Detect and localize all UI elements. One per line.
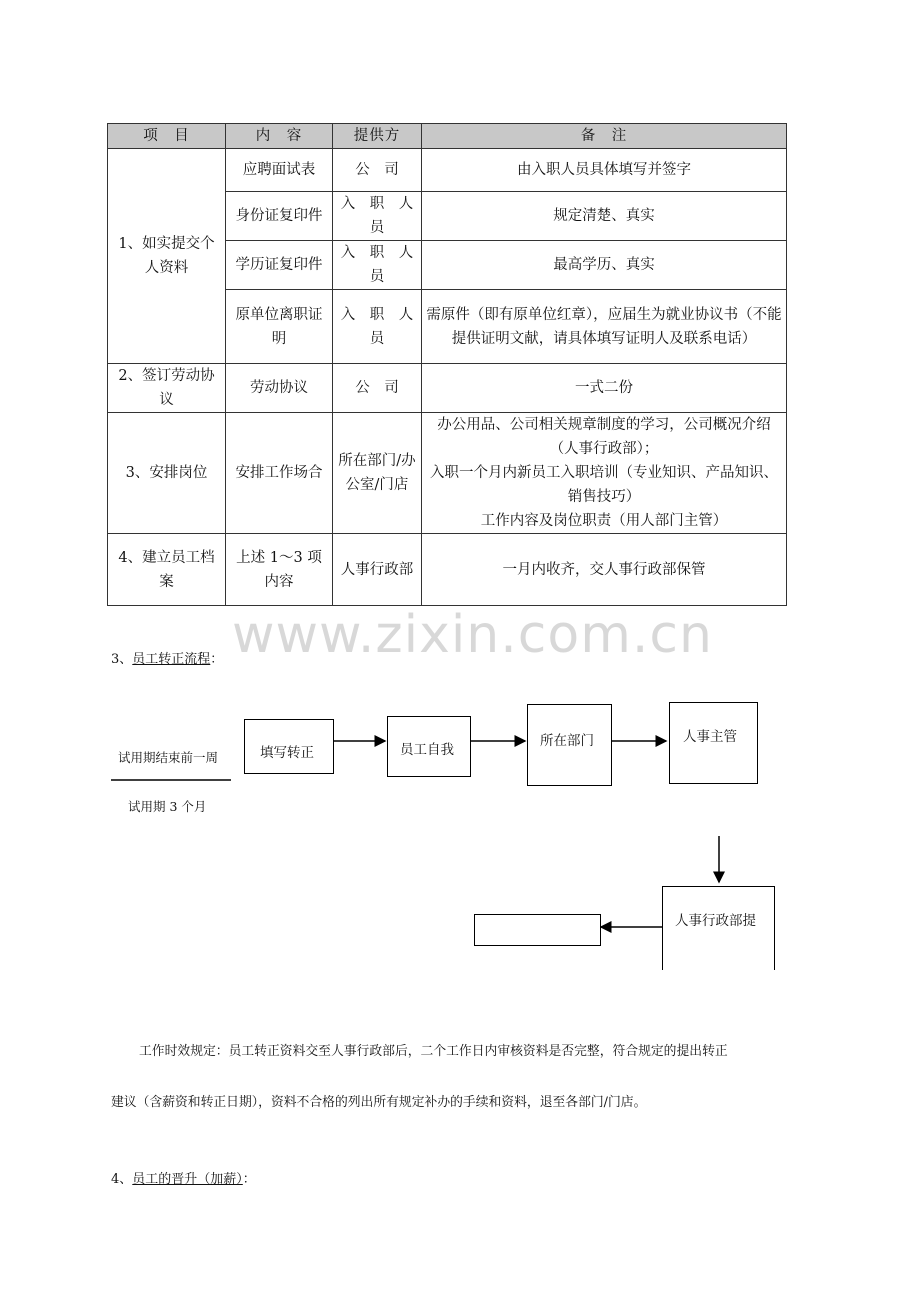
flow-box-label: 人事主管 [683, 729, 737, 745]
flow-box-hr-supervisor [669, 702, 758, 784]
section4-title: 员工的晋升（加薪） [132, 1172, 243, 1187]
section3-prefix: 3、 [111, 652, 133, 667]
trigger-bottom-label: 试用期 3 个月 [128, 799, 207, 814]
note-cell: 需原件（即有原单位红章），应届生为就业协议书（不能提供证明文献，请具体填写证明人及联系电话） [422, 290, 787, 364]
section4-prefix: 4、 [111, 1172, 133, 1187]
rule-line-1: 工作时效规定：员工转正资料交至人事行政部后，二个工作日内审核资料是否完整，符合规定的提出转正 [139, 1044, 728, 1059]
item-cell: 2、签订劳动协议 [108, 364, 226, 413]
item-cell: 4、建立员工档案 [108, 534, 226, 606]
watermark: www.zixin.com.cn [232, 605, 713, 665]
provider-cell: 入 职 人 员 [333, 290, 422, 364]
note-cell: 由入职人员具体填写并签字 [422, 149, 787, 192]
provider-cell: 所在部门/办公室/门店 [333, 413, 422, 534]
rule-line-2: 建议（含薪资和转正日期），资料不合格的列出所有规定补办的手续和资料，退至各部门/门店。 [111, 1095, 647, 1110]
provider-cell: 人事行政部 [333, 534, 422, 606]
note-cell: 规定清楚、真实 [422, 192, 787, 241]
content-cell: 安排工作场合 [226, 413, 333, 534]
flow-box-self-review [387, 716, 471, 777]
content-cell: 上述 1～3 项内容 [226, 534, 333, 606]
content-cell: 应聘面试表 [226, 149, 333, 192]
section4-suffix: ： [242, 1172, 256, 1187]
header-item: 项 目 [108, 124, 226, 149]
flow-box-department [527, 704, 612, 786]
content-cell: 原单位离职证明 [226, 290, 333, 364]
header-note: 备 注 [422, 124, 787, 149]
section3-title: 员工转正流程 [132, 652, 211, 667]
flow-box-fill-form [244, 719, 334, 774]
section4-heading [111, 1168, 256, 1187]
note-line: 办公用品、公司相关规章制度的学习，公司概况介绍（人事行政部）； [437, 417, 771, 457]
content-cell: 身份证复印件 [226, 192, 333, 241]
content-cell: 学历证复印件 [226, 241, 333, 290]
content-cell: 劳动协议 [226, 364, 333, 413]
group1-item-cell: 1、如实提交个人资料 [108, 149, 226, 364]
trigger-top-label: 试用期结束前一周 [118, 750, 219, 765]
item-cell: 3、安排岗位 [108, 413, 226, 534]
note-cell: 最高学历、真实 [422, 241, 787, 290]
flow-box-label: 人事行政部提 [675, 913, 756, 929]
note-cell: 一月内收齐，交人事行政部保管 [422, 534, 787, 606]
flow-box-label: 所在部门 [540, 733, 594, 749]
flow-box-hr-dept-proposal [662, 886, 775, 970]
provider-cell: 入 职 人 员 [333, 241, 422, 290]
flow-box-label: 员工自我 [400, 742, 454, 758]
note-line: 工作内容及岗位职责（用人部门主管） [480, 513, 728, 529]
header-content: 内 容 [226, 124, 333, 149]
provider-cell: 公 司 [333, 364, 422, 413]
provider-cell: 公 司 [333, 149, 422, 192]
note-cell: 一式二份 [422, 364, 787, 413]
flow-box-label: 填写转正 [260, 745, 314, 761]
note-line: 入职一个月内新员工入职培训（专业知识、产品知识、销售技巧） [430, 465, 778, 505]
section3-suffix: ： [210, 652, 224, 667]
provider-cell: 入 职 人 员 [333, 192, 422, 241]
header-provider: 提供方 [333, 124, 422, 149]
flow-box-result [474, 914, 601, 946]
